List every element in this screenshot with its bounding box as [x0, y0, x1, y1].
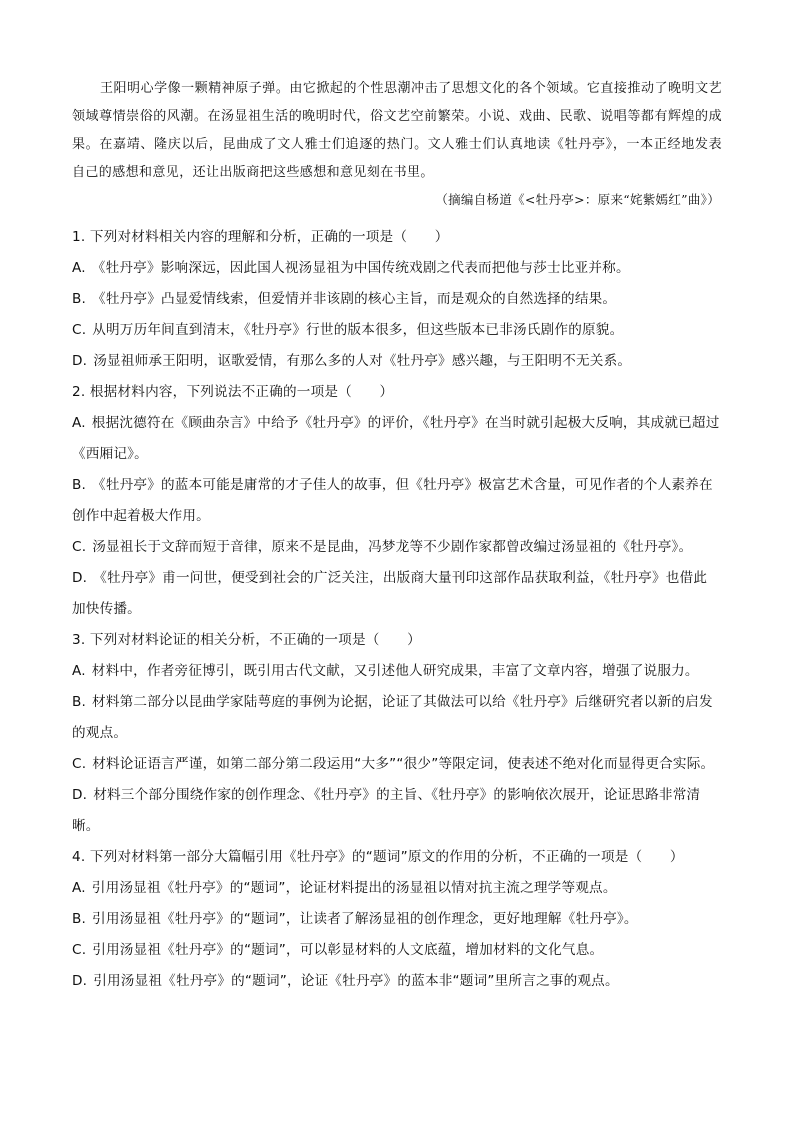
question-stem: 4. 下列对材料第一部分大篇幅引用《牡丹亭》的“题词”原文的作用的分析，不正确的一项是（ ）: [72, 849, 684, 865]
question-stem: 3. 下列对材料论证的相关分析，不正确的一项是（ ）: [72, 632, 421, 648]
passage-source: （摘编自杨道《<牡丹亭>：原来“姹紫嫣红”曲》）: [435, 192, 720, 207]
option-letter: A.: [72, 880, 86, 896]
option-letter: A.: [72, 663, 86, 679]
option-letter: D.: [72, 787, 88, 803]
option-letter: C.: [72, 942, 87, 958]
answer-option: [72, 780, 720, 842]
option-text: 《牡丹亭》凸显爱情线索，但爱情并非该剧的核心主旨，而是观众的自然选择的结果。: [92, 291, 617, 307]
question-block: [72, 222, 720, 377]
option-letter: A.: [72, 415, 86, 431]
option-letter: B.: [72, 477, 87, 493]
answer-option: [72, 904, 720, 935]
question-block: [72, 625, 720, 842]
question-stem: 1. 下列对材料相关内容的理解和分析，正确的一项是（ ）: [72, 229, 449, 245]
option-text: 材料三个部分围绕作家的创作理念、《牡丹亭》的主旨、《牡丹亭》的影响依次展开，论证思路非常清晰。: [72, 787, 701, 834]
answer-option: [72, 284, 720, 315]
answer-option: [72, 563, 720, 625]
question-block: [72, 842, 720, 997]
option-letter: D.: [72, 570, 88, 586]
answer-option: [72, 656, 720, 687]
option-text: 根据沈德符在《顾曲杂言》中给予《牡丹亭》的评价，《牡丹亭》在当时就引起极大反响，其成就已超过《西厢记》。: [72, 415, 720, 462]
question-stem: 2. 根据材料内容，下列说法不正确的一项是（ ）: [72, 384, 394, 400]
answer-option: [72, 966, 720, 997]
option-text: 材料第二部分以昆曲学家陆萼庭的事例为论据，论证了其做法可以给《牡丹亭》后继研究者以新的启发的观点。: [72, 694, 713, 741]
option-text: 引用汤显祖《牡丹亭》的“题词”，让读者了解汤显祖的创作理念，更好地理解《牡丹亭》。: [92, 911, 638, 927]
option-letter: A.: [72, 260, 86, 276]
answer-option: [72, 687, 720, 749]
option-letter: C.: [72, 539, 87, 555]
question-block: [72, 377, 720, 625]
option-text: 《牡丹亭》甫一问世，便受到社会的广泛关注，出版商大量刊印这部作品获取利益，《牡丹亭》也借此加快传播。: [72, 570, 708, 617]
answer-option: [72, 253, 720, 284]
answer-option: [72, 408, 720, 470]
answer-option: [72, 315, 720, 346]
passage-paragraph: 王阳明心学像一颗精神原子弹。由它掀起的个性思潮冲击了思想文化的各个领域。它直接推动了晚明文艺领域尊情崇俗的风潮。在汤显祖生活的晚明时代，俗文艺空前繁荣。小说、戏曲、民歌、说唱等都有辉煌的成果。在嘉靖、隆庆以后，昆曲成了文人雅士们追逐的热门。文人雅士们认真地读《牡丹亭》，一本正经地发表自己的感想和意见，还让出版商把这些感想和意见刻在书里。: [72, 81, 722, 180]
answer-option: [72, 749, 720, 780]
option-letter: C.: [72, 756, 87, 772]
option-text: 汤显祖长于文辞而短于音律，原来不是昆曲，冯梦龙等不少剧作家都曾改编过汤显祖的《牡丹亭》。: [92, 539, 693, 555]
option-text: 材料论证语言严谨，如第二部分第二段运用“大多”“很少”等限定词，使表述不绝对化而显得更合实际。: [92, 756, 715, 772]
option-text: 引用汤显祖《牡丹亭》的“题词”，可以彰显材料的人文底蕴，增加材料的文化气息。: [92, 942, 604, 958]
option-text: 《牡丹亭》的蓝本可能是庸常的才子佳人的故事，但《牡丹亭》极富艺术含量，可见作者的个人素养在创作中起着极大作用。: [72, 477, 713, 524]
option-letter: B.: [72, 911, 87, 927]
option-letter: C.: [72, 322, 87, 338]
answer-option: [72, 532, 720, 563]
option-text: 引用汤显祖《牡丹亭》的“题词”，论证《牡丹亭》的蓝本非“题词”里所言之事的观点。: [93, 973, 619, 989]
answer-option: [72, 346, 720, 377]
option-letter: D.: [72, 353, 88, 369]
option-letter: B.: [72, 694, 87, 710]
option-text: 引用汤显祖《牡丹亭》的“题词”，论证材料提出的汤显祖以情对抗主流之理学等观点。: [91, 880, 617, 896]
option-text: 从明万历年间直到清末，《牡丹亭》行世的版本很多，但这些版本已非汤氏剧作的原貌。: [92, 322, 624, 338]
answer-option: [72, 935, 720, 966]
question-list: [72, 222, 720, 997]
answer-option: [72, 873, 720, 904]
option-text: 汤显祖师承王阳明，讴歌爱情，有那么多的人对《牡丹亭》感兴趣，与王阳明不无关系。: [93, 353, 632, 369]
answer-option: [72, 470, 720, 532]
option-text: 材料中，作者旁征博引，既引用古代文献，又引述他人研究成果，丰富了文章内容，增强了说服力。: [91, 663, 699, 679]
option-text: 《牡丹亭》影响深远，因此国人视汤显祖为中国传统戏剧之代表而把他与莎士比亚并称。: [91, 260, 630, 276]
option-letter: D.: [72, 973, 88, 989]
option-letter: B.: [72, 291, 87, 307]
